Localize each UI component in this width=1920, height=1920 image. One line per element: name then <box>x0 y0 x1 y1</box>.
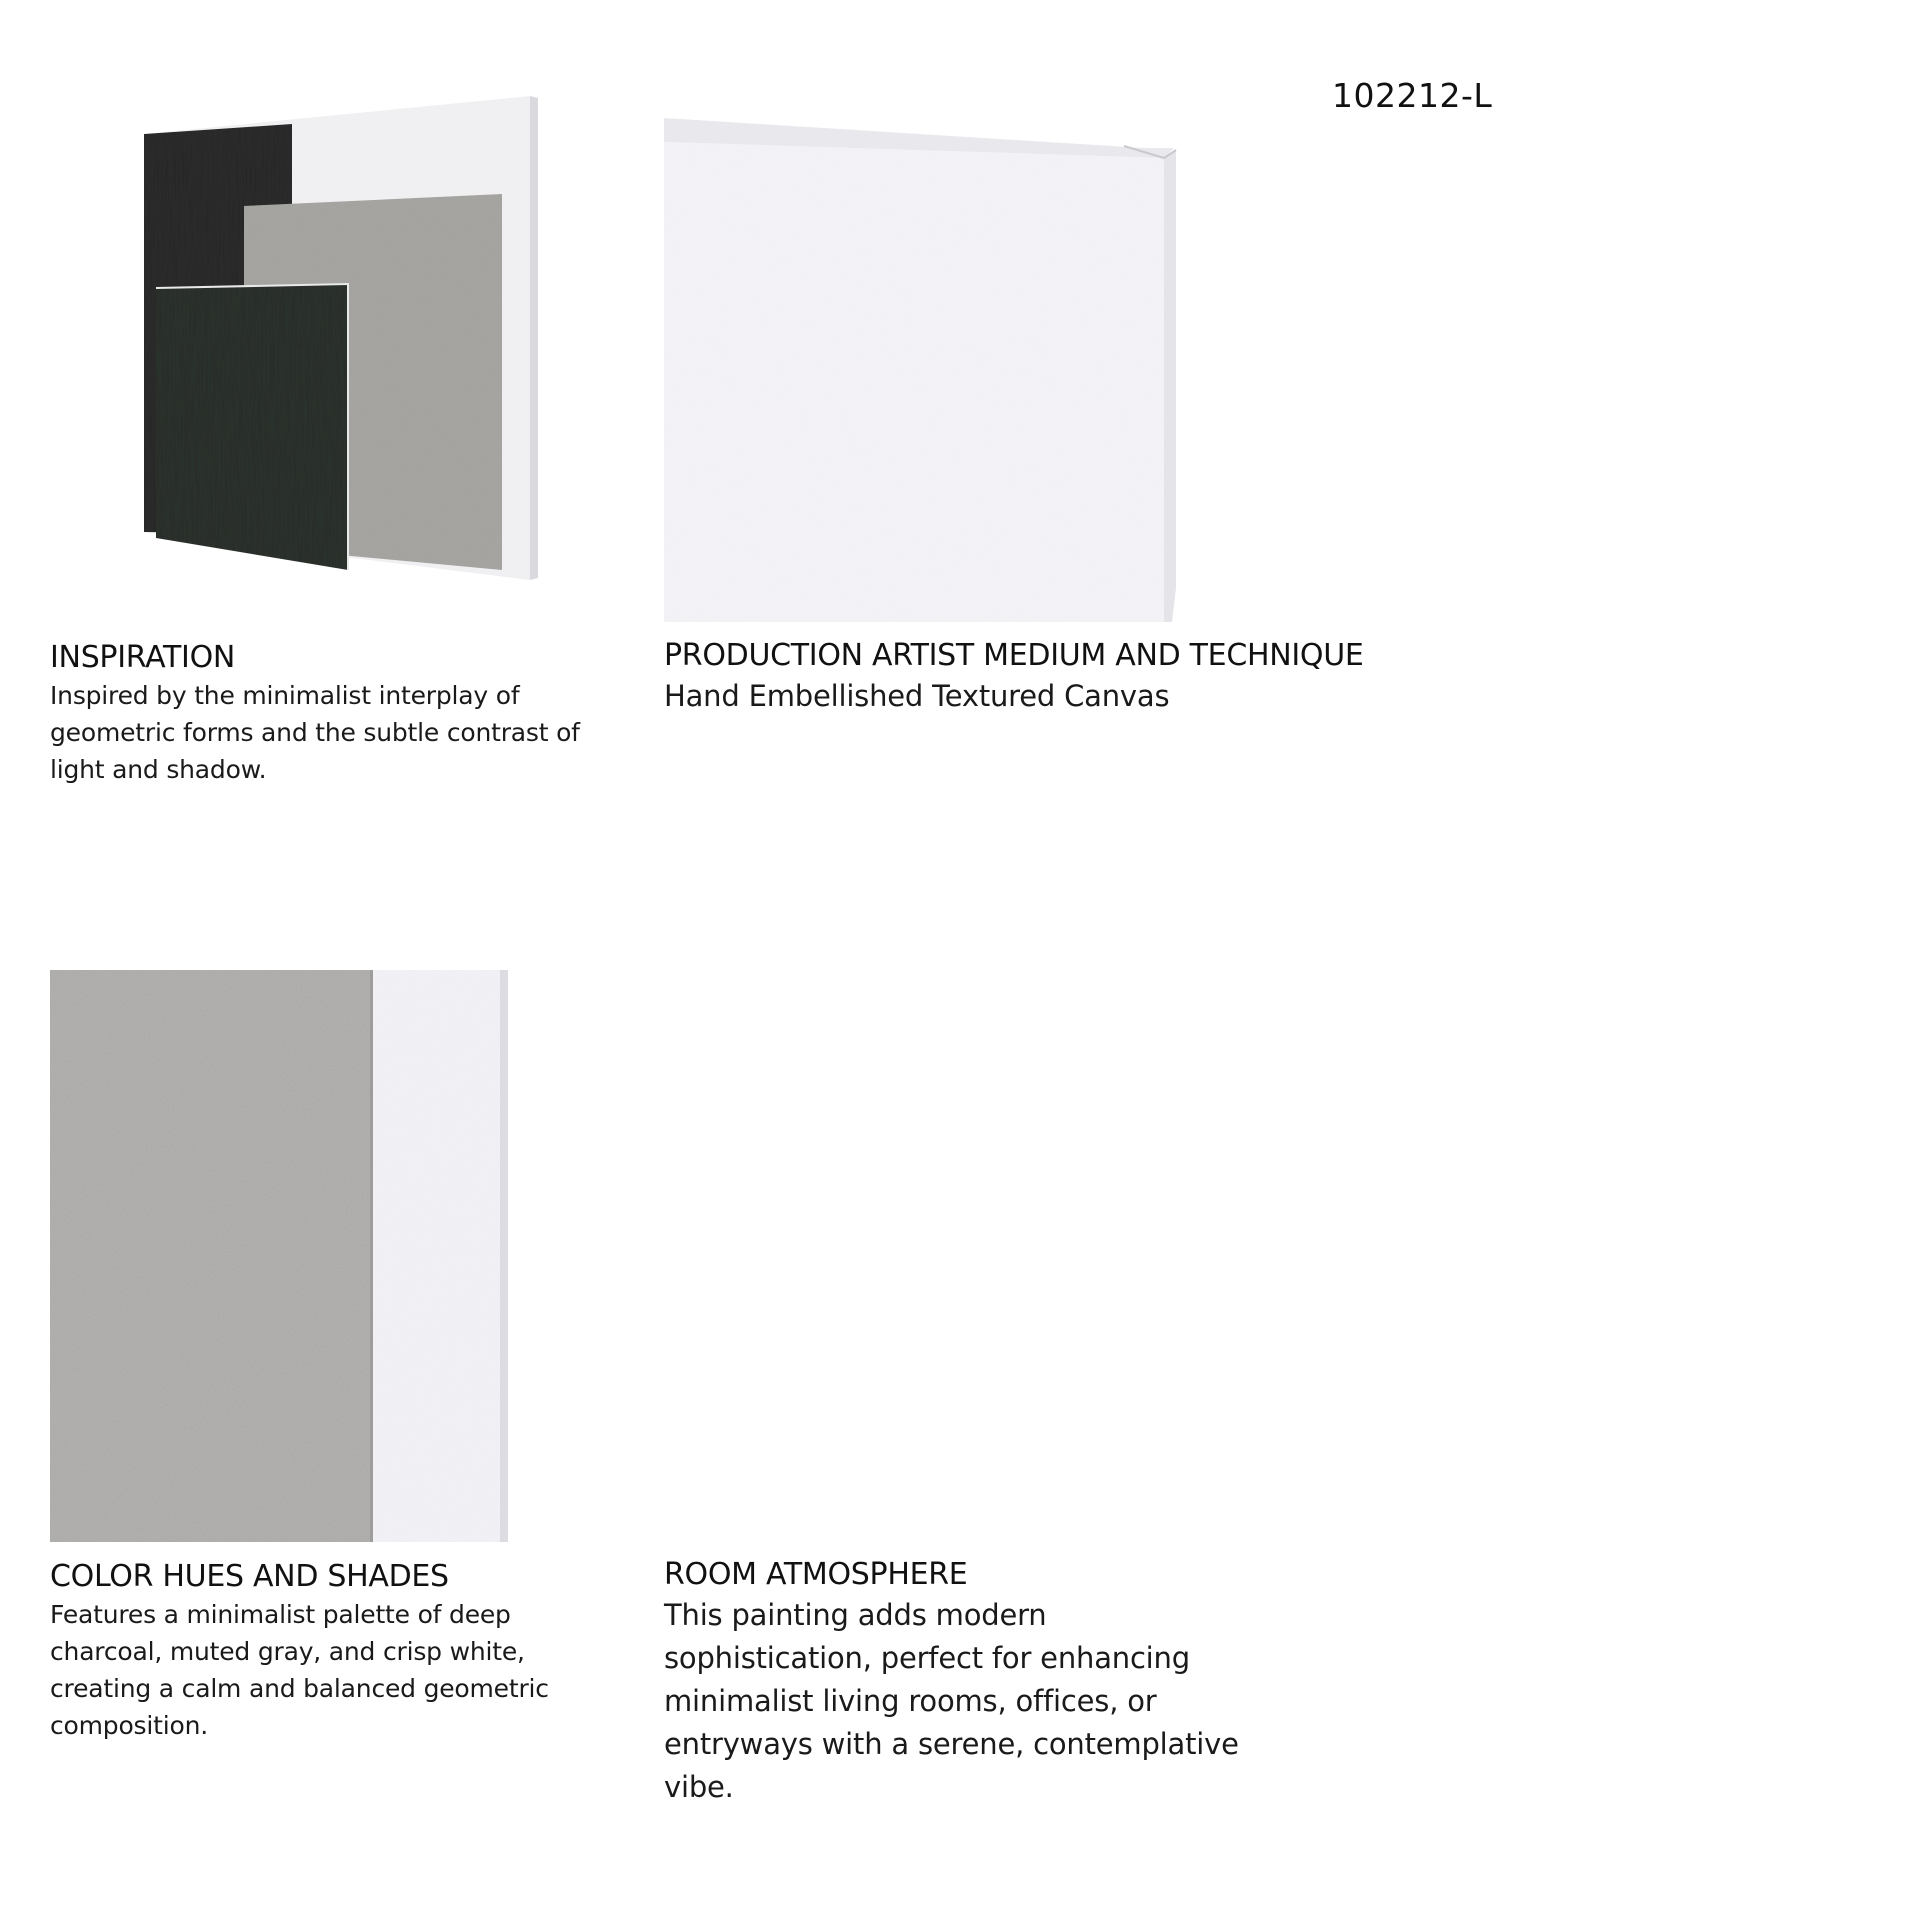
main-artwork-image <box>140 94 540 580</box>
room-text <box>664 1594 1284 1809</box>
production-line: Hand Embellished Textured Canvas <box>664 679 1170 713</box>
color-line: composition. <box>50 1711 208 1740</box>
color-heading: COLOR HUES AND SHADES <box>50 1559 449 1594</box>
room-line: entryways with a serene, contemplative <box>664 1727 1239 1761</box>
room-line: sophistication, perfect for enhancing <box>664 1641 1190 1675</box>
color-line: charcoal, muted gray, and crisp white, <box>50 1637 525 1666</box>
canvas-corner-image <box>664 118 1184 622</box>
inspiration-line: light and shadow. <box>50 755 267 784</box>
color-text <box>50 1596 610 1744</box>
inspiration-line: geometric forms and the subtle contrast of <box>50 718 580 747</box>
inspiration-text <box>50 677 610 788</box>
room-line: minimalist living rooms, offices, or <box>664 1684 1157 1718</box>
color-line: Features a minimalist palette of deep <box>50 1600 511 1629</box>
room-heading: ROOM ATMOSPHERE <box>664 1557 968 1592</box>
room-line: This painting adds modern <box>664 1598 1047 1632</box>
product-sku: 102212-L <box>1332 76 1493 115</box>
production-heading: PRODUCTION ARTIST MEDIUM AND TECHNIQUE <box>664 638 1364 673</box>
color-line: creating a calm and balanced geometric <box>50 1674 549 1703</box>
texture-detail-image <box>50 970 508 1542</box>
inspiration-line: Inspired by the minimalist interplay of <box>50 681 520 710</box>
production-text <box>664 675 1364 718</box>
room-line: vibe. <box>664 1770 734 1804</box>
inspiration-heading: INSPIRATION <box>50 640 236 675</box>
